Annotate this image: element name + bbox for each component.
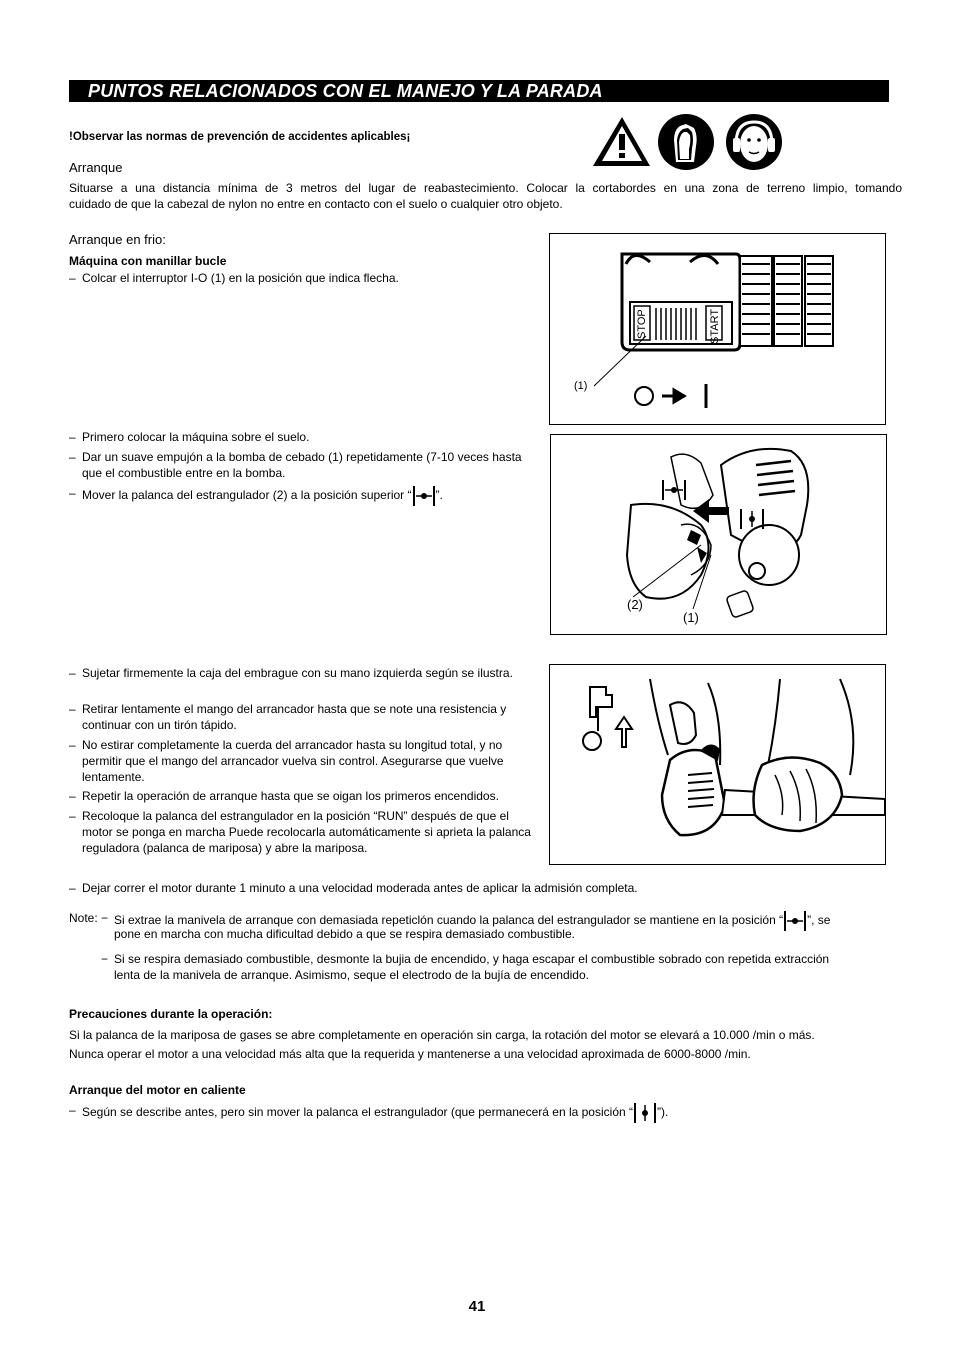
safety-note: !Observar las normas de prevención de accidentes aplicables¡ [69, 131, 411, 143]
section-title-banner [69, 80, 889, 102]
start-label: START [709, 308, 721, 344]
list-item: – Primero colocar la máquina sobre el suelo. [69, 430, 310, 444]
precautions-heading: Precauciones durante la operación: [69, 1007, 273, 1021]
ear-protection-icon [726, 114, 782, 170]
choke-closed-icon [783, 910, 807, 932]
figure-pull-starter [549, 664, 886, 865]
list-item: – Retirar lentamente el mango del arrancador hasta que se note una resistencia y continuar con un tirón tápido. [69, 702, 507, 732]
safety-icons [590, 112, 790, 172]
note-item-2-line-2: lenta de la manivela de arranque. Asimismo, seque el electrodo de la bujía de encendido. [114, 968, 589, 982]
callout-2: (2) [627, 597, 643, 612]
arranque-line-1: Situarse a una distancia mínima de 3 metros del lugar de reabastecimiento. Colocar la cortabordes en una zona de terreno limpio, tomando [69, 181, 902, 195]
arranque-heading: Arranque [69, 160, 123, 175]
warning-icon [593, 117, 650, 166]
list-item: – Repetir la operación de arranque hasta que se oigan los primeros encendidos. [69, 789, 499, 803]
callout-1: (1) [683, 610, 699, 625]
arranque-line-2: cuidado de que la cabezal de nylon no entre en contacto con el suelo o cualquier otro objeto. [69, 197, 563, 211]
list-item: – Sujetar firmemente la caja del embrague con su mano izquierda según se ilustra. [69, 666, 513, 680]
callout-1: (1) [574, 380, 588, 392]
figure-primer-choke [550, 434, 887, 635]
list-item: – No estirar completamente la cuerda del arrancador hasta su longitud total, y no permitir que el mango del arrancador vuelva sin control. Asegurarse que vuelve lentamente. [69, 738, 504, 784]
list-item: – Mover la palanca del estrangulador (2) a la posición superior “ ”. [69, 485, 541, 507]
choke-run-icon [633, 1102, 657, 1124]
note-item-1-line-2: pone en marcha con mucha dificultad debido a que se respira demasiado combustible. [114, 927, 575, 941]
figure-ignition-switch [549, 233, 886, 425]
stop-label: STOP [636, 309, 648, 339]
note-label: Note: − [69, 911, 109, 925]
list-item: – Dejar correr el motor durante 1 minuto a una velocidad moderada antes de aplicar la admisión completa. [69, 881, 638, 895]
note-item-2: Si se respira demasiado combustible, desmonte la bujia de encendido, y haga escapar el combustible sobrado con repetida extracción [114, 952, 830, 966]
section-title: PUNTOS RELACIONADOS CON EL MANEJO Y LA PARADA [88, 81, 603, 101]
precautions-p2: Nunca operar el motor a una velocidad más alta que la requerida y mantenerse a una velocidad aproximada de 6000-8000 /min. [69, 1047, 751, 1061]
gloves-icon [658, 114, 714, 170]
hot-start-heading: Arranque del motor en caliente [69, 1083, 246, 1097]
note-dash-2: − [101, 952, 109, 966]
cold-start-heading: Arranque en frio: [69, 232, 166, 247]
list-item: – Según se describe antes, pero sin mover la palanca el estrangulador (que permanecerá en la posición “ ”). [69, 1102, 869, 1124]
precautions-p1: Si la palanca de la mariposa de gases se abre completamente en operación sin carga, la rotación del motor se elevará a 10.000 /min o más. [69, 1028, 815, 1042]
page-number: 41 [468, 1298, 486, 1315]
list-item: – Dar un suave empujón a la bomba de cebado (1) repetidamente (7-10 veces hasta que el combustible entre en la bomba. [69, 450, 522, 480]
list-item: – Colcar el interruptor I-O (1) en la posición que indica flecha. [69, 271, 399, 285]
choke-closed-icon [412, 485, 436, 507]
cold-start-subheading: Máquina con manillar bucle [69, 254, 227, 268]
note-item-1: Si extrae la manivela de arranque con demasiada repeticlón cuando la palanca del estrangulador se mantiene en la posición “ ”, se [114, 910, 904, 932]
list-item: – Recoloque la palanca del estrangulador en la posición “RUN” después de que el motor se ponga en marcha Puede recolocarla automáticamente si aprieta la palanca reguladora (palanca de mariposa) y abre la mariposa. [69, 809, 531, 855]
